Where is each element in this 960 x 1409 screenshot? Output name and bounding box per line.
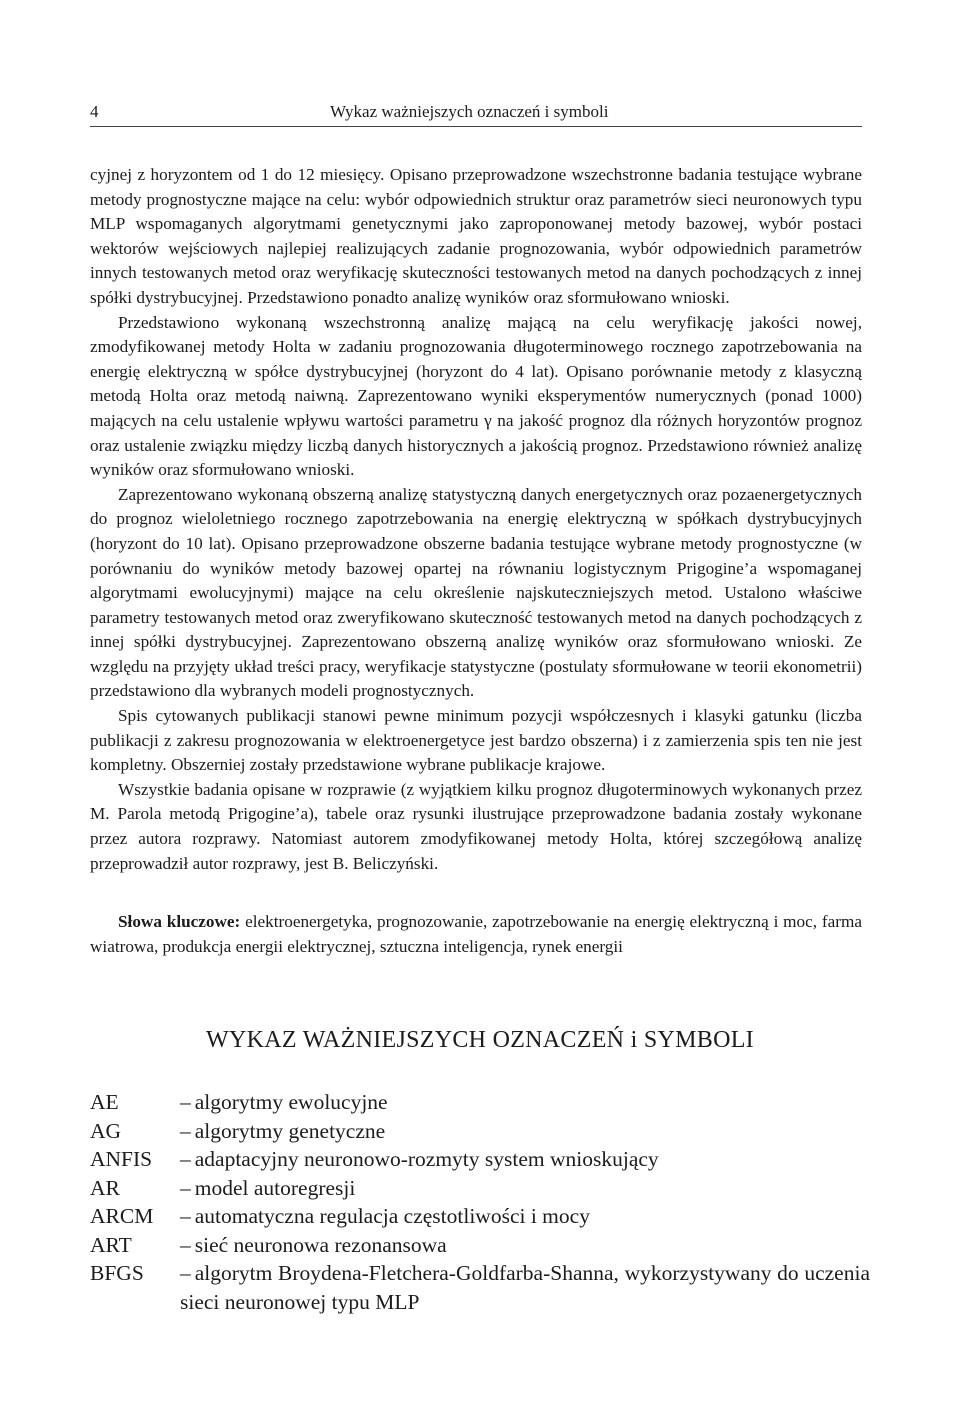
abbreviation-term: ANFIS xyxy=(90,1147,153,1171)
abbreviation-text: automatyczna regulacja częstotliwości i mocy xyxy=(194,1204,590,1228)
abbreviation-text: algorytm Broydena-Fletchera-Goldfarba-Shanna, wykorzystywany do uczenia sieci neuronowej typu MLP xyxy=(180,1261,870,1314)
abbreviation-text: model autoregresji xyxy=(194,1175,356,1200)
abbreviation-row xyxy=(90,1088,870,1117)
abbreviation-description xyxy=(180,1231,870,1260)
dash: – xyxy=(180,1261,191,1285)
keywords-paragraph xyxy=(90,910,862,959)
paragraph-4: Spis cytowanych publikacji stanowi pewne minimum pozycji współczesnych i klasyki gatunku (liczba publikacji z zakresu prognozowania w elektroenergetyce jest bardzo obszerna) i z zamierzenia spis ten nie jest kompletny. Obszerniej zostały przedstawione wybrane publikacje krajowe. xyxy=(90,706,862,775)
abbreviation-row xyxy=(90,1145,870,1174)
dash: – xyxy=(180,1090,191,1114)
abbreviation-term: AR xyxy=(90,1175,120,1200)
paragraph-5: Wszystkie badania opisane w rozprawie (z wyjątkiem kilku prognoz długoterminowych wykonanych przez M. Parola metodą Prigogine’a), tabele oraz rysunki ilustrujące przeprowadzone badania zostały wykonane przez autora rozprawy. Natomiast autorem zmodyfikowanej metody Holta, której szczegółową analizę przeprowadził autor rozprawy, jest B. Beliczyński. xyxy=(90,779,862,873)
paragraph-2: Przedstawiono wykonaną wszechstronną analizę mającą na celu weryfikację jakości nowej, zmodyfikowanej metody Holta w zadaniu prognozowania długoterminowego rocznego zapotrzebowania na energię elektryczną w spółce dystrybucyjnej (horyzont do 4 lat). Opisano porównanie metody z klasyczną metodą Holta oraz metodą naiwną. Zaprezentowano wyniki eksperymentów numerycznych (ponad 1000) mających na celu ustalenie wpływu wartości parametru γ na jakość prognoz dla różnych horyzontów prognoz oraz ustalenie związku między liczbą danych historycznych a jakością prognoz. Przedstawiono również analizę wyników oraz sformułowano wnioski. xyxy=(90,312,862,480)
abbreviation-term: AG xyxy=(90,1118,122,1143)
section-title: WYKAZ WAŻNIEJSZYCH OZNACZEŃ i SYMBOLI xyxy=(206,1027,754,1053)
abbreviation-text: adaptacyjny neuronowo-rozmyty system wnioskujący xyxy=(194,1147,659,1171)
abbreviation-term: AE xyxy=(90,1090,119,1114)
dash: – xyxy=(180,1175,191,1200)
paragraph-3: Zaprezentowano wykonaną obszerną analizę statystyczną danych energetycznych oraz pozaenergetycznych do prognoz wieloletniego rocznego zapotrzebowania na energię elektryczną w spółkach dystrybucyjnych (horyzont do 10 lat). Opisano przeprowadzone obszerne badania testujące wybrane metody prognostyczne (w porównaniu do wyników metody bazowej opartej na równaniu logistycznym Prigogine’a wspomaganej algorytmami ewolucyjnymi) mające na celu określenie najskuteczniejszych metod. Ustalono właściwe parametry testowanych metod oraz zweryfikowano skuteczność testowanych metod na danych pochodzących z innej spółki dystrybucyjnej. Zaprezentowano obszerną analizę wyników oraz sformułowano wnioski. Ze względu na przyjęty układ treści pracy, weryfikacje statystyczne (postulaty sformułowane w teorii ekonometrii) przedstawiono dla wybranych modeli prognostycznych. xyxy=(90,484,862,701)
abbreviation-description xyxy=(180,1117,870,1146)
abbreviation-description xyxy=(180,1145,870,1174)
abbreviation-row xyxy=(90,1174,870,1203)
abbreviation-text: sieć neuronowa rezonansowa xyxy=(194,1232,447,1257)
body-text xyxy=(90,163,862,876)
abbreviation-row xyxy=(90,1117,870,1146)
abbreviation-description xyxy=(180,1259,870,1316)
abbreviation-term: ARCM xyxy=(90,1204,154,1228)
paragraph-1: cyjnej z horyzontem od 1 do 12 miesięcy. Opisano przeprowadzone wszechstronne badania testujące wybrane metody prognostyczne mające na celu: wybór odpowiednich struktur oraz parametrów sieci neuronowych typu MLP wspomaganych algorytmami genetycznymi jako zaproponowanej metody bazowej, wybór postaci wektorów wejściowych najlepiej realizujących zadanie prognozowania, wybór odpowiednich parametrów innych testowanych metod oraz weryfikację skuteczności testowanych metod na danych pochodzących z innej spółki dystrybucyjnej. Przedstawiono ponadto analizę wyników oraz sformułowano wnioski. xyxy=(90,165,862,307)
abbreviation-row xyxy=(90,1202,870,1231)
abbreviation-description xyxy=(180,1088,870,1117)
running-header xyxy=(90,100,862,127)
abbreviation-list xyxy=(90,1088,870,1316)
abbreviation-term: ART xyxy=(90,1232,132,1257)
abbreviation-text: algorytmy genetyczne xyxy=(194,1118,386,1143)
abbreviation-term: BFGS xyxy=(90,1261,144,1285)
abbreviation-description xyxy=(180,1202,870,1231)
abbreviation-description xyxy=(180,1174,870,1203)
keywords-text: elektroenergetyka, prognozowanie, zapotrzebowanie na energię elektryczną i moc, farma wiatrowa, produkcja energii elektrycznej, sztuczna inteligencja, rynek energii xyxy=(90,912,862,956)
page-number: 4 xyxy=(90,102,99,121)
dash: – xyxy=(180,1147,191,1171)
dash: – xyxy=(180,1232,191,1257)
running-title: Wykaz ważniejszych oznaczeń i symboli xyxy=(330,102,609,121)
dash: – xyxy=(180,1118,191,1143)
keywords-label: Słowa kluczowe: xyxy=(118,912,241,931)
abbreviation-text: algorytmy ewolucyjne xyxy=(194,1090,388,1114)
abbreviation-row xyxy=(90,1231,870,1260)
dash: – xyxy=(180,1204,191,1228)
abbreviation-row xyxy=(90,1259,870,1316)
